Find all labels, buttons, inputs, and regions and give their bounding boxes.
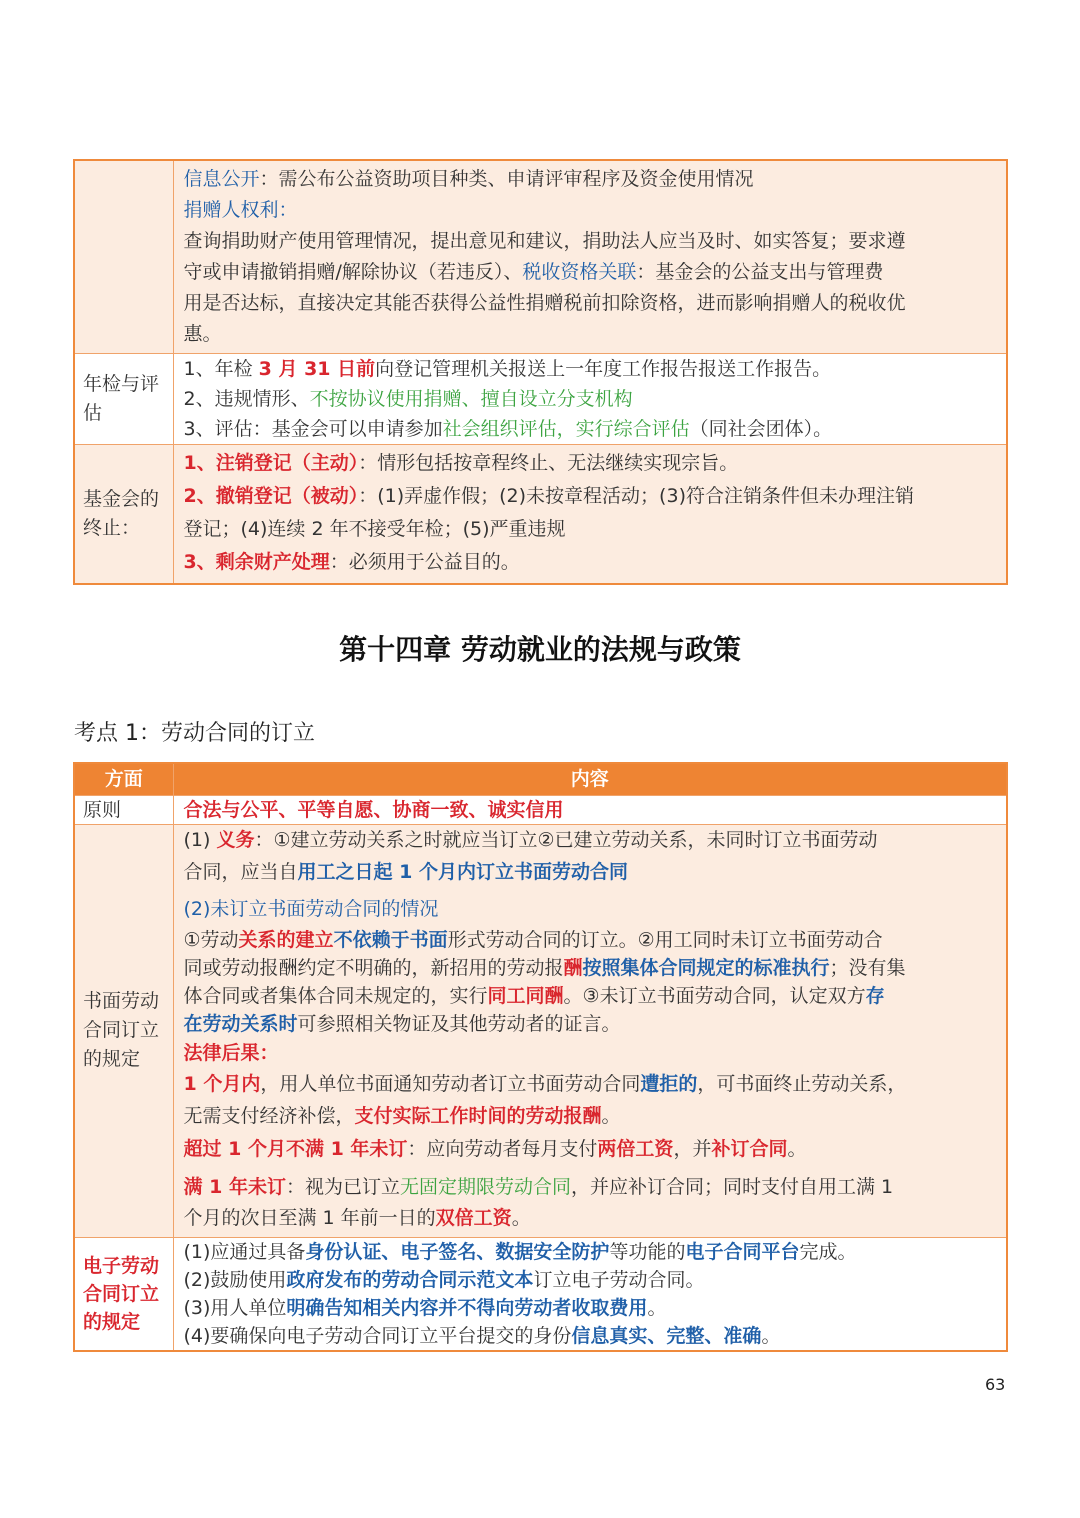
text: 1、年检 — [183, 358, 259, 380]
text: ：①建立劳动关系之时就应当订立②已建立劳动关系，未同时订立书面劳动 — [254, 829, 878, 851]
text: 形式劳动合同的订立。②用工同时未订立书面劳动合 — [447, 928, 883, 951]
text: 合同，应当自 — [183, 860, 298, 883]
text: 同或劳动报酬约定不明确的，新招用的劳动报 — [183, 956, 564, 979]
row-label-empty — [74, 160, 173, 354]
text-line — [184, 1322, 997, 1350]
text-line — [184, 546, 997, 579]
text: ：(1)弄虚作假；(2)未按章程活动；(3)符合注销条件但未办理注销 — [358, 485, 914, 507]
text-line — [184, 1294, 997, 1322]
text: 守或申请撤销捐赠/解除协议（若违反）、 — [183, 261, 523, 283]
info-disclosure-label: 信息公开 — [183, 168, 260, 190]
table-row — [74, 160, 1007, 354]
emphasis: 在劳动关系时 — [183, 1012, 298, 1035]
row-content — [173, 445, 1007, 585]
table-row — [74, 796, 1007, 825]
revoke-registration-label: 2、撤销登记（被动） — [183, 485, 359, 507]
text: 。 — [761, 1324, 781, 1347]
emphasis: 身份认证、电子签名、数据安全防护 — [305, 1240, 610, 1263]
emphasis: 按照集体合同规定的标准执行 — [582, 956, 830, 979]
text: 可参照相关物证及其他劳动者的证言。 — [297, 1012, 621, 1035]
text: 体合同或者集体合同未规定的，实行 — [183, 984, 488, 1007]
header-content: 内容 — [173, 763, 1007, 796]
page-number: 63 — [985, 1375, 1006, 1394]
text-line — [184, 1134, 997, 1166]
emphasis: 无固定期限劳动合同 — [399, 1175, 571, 1198]
text-line — [184, 1203, 997, 1235]
text: ；没有集 — [829, 956, 906, 979]
text-line — [184, 982, 997, 1010]
subheading: (2)未订立书面劳动合同的情况 — [183, 898, 439, 920]
text: 。 — [647, 1296, 667, 1319]
text: 3、评估：基金会可以申请参加 — [183, 418, 443, 440]
text-line — [184, 857, 997, 889]
deadline-text: 用工之日起 1 个月内订立书面劳动合同 — [297, 860, 628, 883]
text: 。③未订立书面劳动合同，认定双方 — [563, 984, 866, 1007]
text: ，用人单位书面通知劳动者订立书面劳动合同 — [260, 1073, 641, 1095]
emphasis: 1 个月内 — [183, 1073, 261, 1095]
emphasis: 支付实际工作时间的劳动报酬 — [354, 1104, 602, 1127]
text: (2)鼓励使用 — [183, 1268, 287, 1291]
text: 完成。 — [799, 1240, 857, 1263]
text-line — [184, 1010, 997, 1038]
text: 无需支付经济补偿， — [183, 1104, 355, 1127]
obligation-label: 义务 — [216, 829, 255, 851]
row-label: 原则 — [74, 796, 173, 825]
row-label: 电子劳动合同订立的规定 — [74, 1237, 173, 1351]
section-title: 考点 1：劳动合同的订立 — [74, 721, 315, 746]
emphasis: 两倍工资 — [597, 1138, 674, 1160]
text: 查询捐助财产使用管理情况，提出意见和建议，捐助法人应当及时、如实答复；要求遵 — [183, 230, 906, 252]
text: ：视为已订立 — [285, 1175, 400, 1198]
foundation-table — [73, 159, 1008, 585]
row-content — [173, 796, 1007, 825]
text: ，并应补订合同；同时支付自用工满 1 — [570, 1175, 894, 1198]
text-line — [184, 354, 997, 384]
row-content — [173, 1237, 1007, 1351]
row-content — [173, 160, 1007, 354]
evaluation-text: 社会组织评估，实行综合评估 — [442, 418, 690, 440]
text: ：应向劳动者每月支付 — [407, 1138, 598, 1160]
table-row — [74, 354, 1007, 445]
emphasis: 酬 — [563, 956, 583, 979]
table-header-row — [74, 763, 1007, 796]
principle-text: 合法与公平、平等自愿、协商一致、诚实信用 — [183, 799, 564, 821]
text-line — [184, 1266, 997, 1294]
text: (1) — [183, 829, 217, 851]
emphasis: 遭拒的 — [640, 1073, 698, 1095]
text: 。 — [511, 1207, 531, 1229]
text-line — [184, 926, 997, 954]
text: (4)要确保向电子劳动合同订立平台提交的身份 — [183, 1324, 572, 1347]
violation-text: 不按协议使用捐赠、擅自设立分支机构 — [309, 388, 633, 410]
consequence-label: 法律后果： — [183, 1041, 279, 1064]
residual-property-label: 3、剩余财产处理 — [183, 551, 330, 573]
text: ：基金会的公益支出与管理费 — [636, 261, 884, 283]
text: 2、违规情形、 — [183, 388, 310, 410]
text-line — [184, 257, 997, 288]
text-line — [184, 447, 997, 480]
row-label: 年检与评估 — [74, 354, 173, 445]
text-line — [184, 954, 997, 982]
text: （同社会团体）。 — [689, 418, 833, 440]
text-line — [184, 825, 997, 857]
text-line — [184, 1069, 997, 1101]
emphasis: 政府发布的劳动合同示范文本 — [286, 1268, 534, 1291]
deadline: 3 月 31 日前 — [258, 358, 376, 380]
row-content — [173, 354, 1007, 445]
text: 个月的次日至满 1 年前一日的 — [183, 1207, 436, 1229]
cancel-registration-label: 1、注销登记（主动） — [183, 452, 359, 474]
emphasis: 超过 1 个月不满 1 年未订 — [183, 1138, 408, 1160]
emphasis: 双倍工资 — [435, 1207, 512, 1229]
emphasis: 存 — [865, 984, 885, 1007]
text: 用是否达标，直接决定其能否获得公益性捐赠税前扣除资格，进而影响捐赠人的税收优 — [183, 292, 906, 314]
text: 登记；(4)连续 2 年不接受年检；(5)严重违规 — [183, 518, 566, 540]
chapter-title: 第十四章 劳动就业的法规与政策 — [339, 633, 741, 666]
emphasis: 同工同酬 — [487, 984, 564, 1007]
text: (3)用人单位 — [183, 1296, 287, 1319]
row-label: 基金会的终止： — [74, 445, 173, 585]
emphasis: 不依赖于书面 — [333, 928, 448, 951]
table-row — [74, 445, 1007, 585]
text: (1)应通过具备 — [183, 1240, 306, 1263]
text-line — [184, 384, 997, 414]
text-line — [184, 480, 997, 513]
text: 。 — [787, 1138, 807, 1160]
text: 向登记管理机关报送上一年度工作报告报送工作报告。 — [375, 358, 832, 380]
text: ，可书面终止劳动关系， — [697, 1073, 907, 1095]
emphasis: 满 1 年未订 — [183, 1175, 286, 1198]
text: 订立电子劳动合同。 — [533, 1268, 705, 1291]
text-line — [184, 414, 997, 444]
row-label: 书面劳动合同订立的规定 — [74, 825, 173, 1238]
tax-qualification-label: 税收资格关联 — [522, 261, 637, 283]
row-content — [173, 825, 1007, 1238]
emphasis: 信息真实、完整、准确 — [571, 1324, 762, 1347]
emphasis: 明确告知相关内容并不得向劳动者收取费用 — [286, 1296, 648, 1319]
text-line — [184, 1172, 997, 1204]
table-row — [74, 825, 1007, 1238]
table-row — [74, 1237, 1007, 1351]
emphasis: 补订合同 — [711, 1138, 788, 1160]
header-aspect: 方面 — [74, 763, 173, 796]
emphasis: 电子合同平台 — [685, 1240, 800, 1263]
emphasis: 关系的建立 — [238, 928, 334, 951]
text: ：必须用于公益目的。 — [329, 551, 520, 573]
text: 惠。 — [183, 323, 222, 345]
text: 。 — [601, 1104, 621, 1127]
text: ①劳动 — [183, 928, 239, 951]
text-line — [184, 1101, 997, 1133]
text-line — [184, 1238, 997, 1266]
donor-rights-label: 捐赠人权利： — [183, 199, 298, 221]
text: ，并 — [673, 1138, 712, 1160]
text: ：情形包括按章程终止、无法继续实现宗旨。 — [358, 452, 739, 474]
text: ：需公布公益资助项目种类、申请评审程序及资金使用情况 — [259, 168, 754, 190]
labor-contract-table — [73, 762, 1008, 1352]
text: 等功能的 — [609, 1240, 686, 1263]
